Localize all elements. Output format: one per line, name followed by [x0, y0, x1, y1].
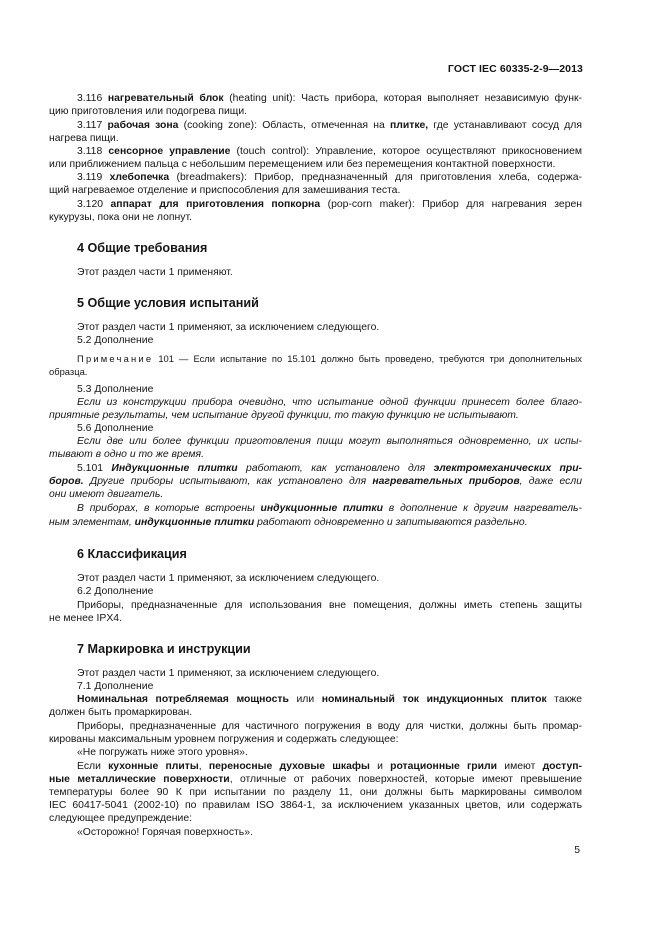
para-6-2-cont: не менее IPX4. — [49, 613, 122, 624]
page-number: 5 — [574, 845, 580, 856]
subsection-6-2: 6.2 Дополнение — [77, 586, 154, 597]
definition-3-120: 3.120 аппарат для приготовления попкорна (pop-corn maker): Прибор для нагревания зерен — [77, 199, 582, 210]
section-4-text: Этот раздел части 1 применяют. — [77, 267, 233, 278]
definition-3-116: 3.116 нагревательный блок (heating unit): Часть прибора, которая выполняет независимую функ- — [77, 93, 582, 104]
subsection-5-2: 5.2 Дополнение — [77, 335, 154, 346]
para-5-101-cont: боров. Другие приборы испытывают, как установлено для нагревательных приборов, даже если — [49, 476, 582, 487]
section-6-heading: 6 Классификация — [77, 547, 187, 561]
definition-3-120-cont: кукурузы, пока они не лопнут. — [49, 212, 192, 223]
definition-3-118-cont: или приближением пальца с небольшим перемещением или без перемещения контактной поверхности. — [49, 159, 556, 170]
para-7-1-hot-surfaces-cont2: температуры более 90 К при испытании по разделу 11, они должны быть маркированы символом — [49, 787, 582, 798]
definition-3-118: 3.118 сенсорное управление (touch control): Управление, которое осуществляют прикосновением — [77, 146, 582, 157]
para-7-1-hot-surfaces-cont4: следующее предупреждение: — [49, 813, 193, 824]
para-7-1-immersion: Приборы, предназначенные для частичного погружения в воду для чистки, должны быть промар- — [77, 721, 582, 732]
para-5-101: 5.101 Индукционные плитки работают, как установлено для электромеханических при- — [77, 463, 582, 474]
definition-3-119: 3.119 хлебопечка (breadmakers): Прибор, предназначенный для приготовления хлеба, содержа- — [77, 172, 582, 183]
subsection-7-1: 7.1 Дополнение — [77, 681, 154, 692]
note-101-cont: образца. — [49, 366, 88, 377]
para-7-1-rating-cont: должен быть промаркирован. — [49, 707, 193, 718]
definition-3-117-cont: нагрева пищи. — [49, 133, 119, 144]
para-7-1-rating: Номинальная потребляемая мощность или номинальный ток индукционных плиток также — [77, 694, 582, 705]
note-101: Примечание 101 — Если испытание по 15.101 должно быть проведено, требуются три дополнительных — [77, 353, 582, 364]
section-5-heading: 5 Общие условия испытаний — [77, 296, 259, 310]
immersion-warning: «Не погружать ниже этого уровня». — [77, 747, 248, 758]
para-5-6: Если две или более функции приготовления пищи могут выполняться одновременно, их испы- — [77, 436, 582, 447]
hot-surface-warning: «Осторожно! Горячая поверхность». — [77, 827, 253, 838]
para-5-6-cont: тывают в одно и то же время. — [49, 449, 204, 460]
definition-3-116-cont: цию приготовления или подогрева пищи. — [49, 106, 248, 117]
para-7-1-hot-surfaces: Если кухонные плиты, переносные духовые шкафы и ротационные грили имеют доступ- — [77, 761, 582, 772]
para-5-101-builtin: В приборах, в которые встроены индукционные плитки в дополнение к другим нагреватель- — [77, 503, 582, 514]
subsection-5-6: 5.6 Дополнение — [77, 423, 154, 434]
page-header: ГОСТ IEC 60335-2-9—2013 — [447, 63, 583, 75]
subsection-5-3: 5.3 Дополнение — [77, 384, 154, 395]
para-6-2: Приборы, предназначенные для использования вне помещения, должны иметь степень защиты — [77, 600, 582, 611]
definition-3-119-cont: щий нагреваемое отделение и приспособления для замешивания теста. — [49, 185, 401, 196]
para-5-101-cont2: они имеют двигатель. — [49, 489, 164, 500]
section-5-text: Этот раздел части 1 применяют, за исключением следующего. — [77, 322, 380, 333]
section-4-heading: 4 Общие требования — [77, 241, 208, 255]
para-5-101-builtin-cont: ным элементам, индукционные плитки работают одновременно и запитываются раздельно. — [49, 517, 528, 528]
section-7-heading: 7 Маркировка и инструкции — [77, 642, 251, 656]
para-5-3: Если из конструкции прибора очевидно, что испытание одной функции принесет более благо- — [77, 397, 582, 408]
definition-3-117: 3.117 рабочая зона (cooking zone): Область, отмеченная на плитке, где устанавливают сосуд для — [77, 120, 582, 131]
para-7-1-hot-surfaces-cont3: IEC 60417-5041 (2002-10) по правилам ISO 3864-1, за исключением указанных цветов, или содержать — [49, 800, 582, 811]
section-7-text: Этот раздел части 1 применяют, за исключением следующего. — [77, 668, 380, 679]
section-6-text: Этот раздел части 1 применяют, за исключением следующего. — [77, 573, 380, 584]
para-7-1-immersion-cont: кированы максимальным уровнем погружения и содержать следующее: — [49, 734, 399, 745]
para-5-3-cont: приятные результаты, чем испытание другой функции, то такую функцию не испытывают. — [49, 410, 519, 421]
para-7-1-hot-surfaces-cont: ные металлические поверхности, отличные от рабочих поверхностей, которые имеют превышение — [49, 774, 582, 785]
